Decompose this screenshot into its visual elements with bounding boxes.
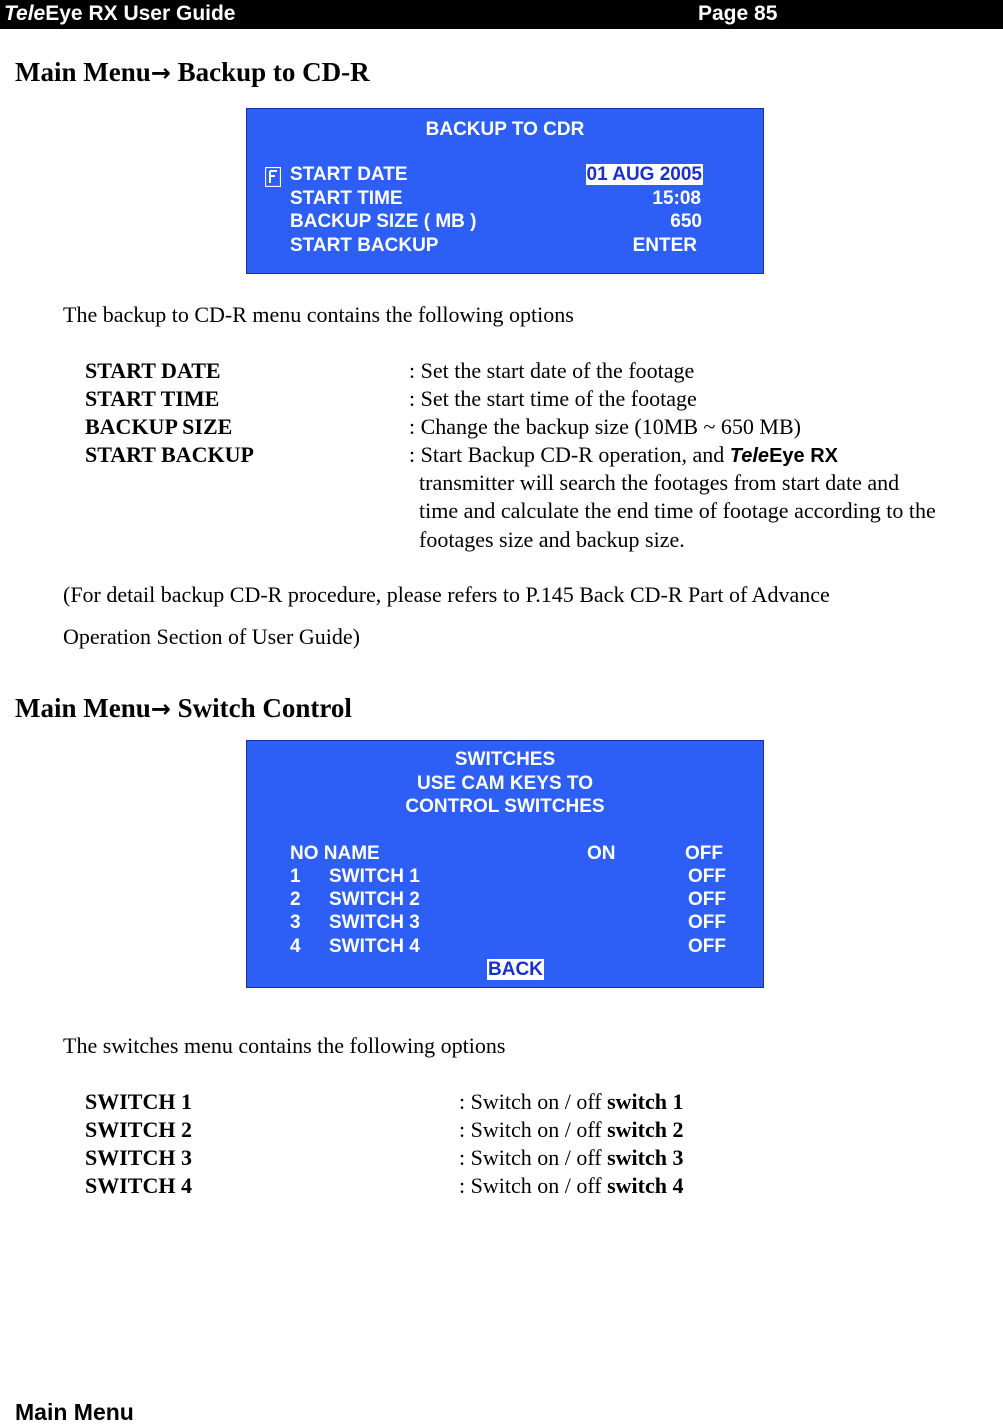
option-switch-3-desc: : Switch on / off switch 3 (459, 1145, 684, 1170)
arrow-right-icon: → (150, 59, 171, 87)
osd-switches-subtitle1: USE CAM KEYS TO (417, 773, 593, 794)
osd-switch-row-state[interactable]: OFF (688, 866, 726, 887)
option-start-time: START TIME (85, 386, 220, 411)
osd-col-off: OFF (685, 843, 723, 864)
osd-label-start-backup: START BACKUP (290, 235, 439, 256)
option-start-backup-desc-line2: transmitter will search the footages from start date and (419, 470, 900, 495)
osd-switch-row-name: SWITCH 3 (329, 912, 420, 933)
option-backup-size: BACKUP SIZE (85, 414, 233, 439)
option-backup-size-desc: : Change the backup size (10MB ~ 650 MB) (409, 414, 801, 439)
osd-label-start-date: START DATE (290, 164, 408, 185)
guide-title: TeleEye RX User Guide (4, 2, 236, 25)
osd-switch-row-name: SWITCH 1 (329, 866, 420, 887)
next-section-title: Main Menu (15, 1399, 134, 1425)
osd-back-button[interactable]: BACK (488, 959, 543, 980)
osd-switch-row-name: SWITCH 2 (329, 889, 420, 910)
osd-title: BACKUP TO CDR (425, 119, 585, 140)
option-start-time-desc: : Set the start time of the footage (409, 386, 697, 411)
option-start-backup-desc-line3: time and calculate the end time of footage according to the (419, 498, 936, 523)
osd-switch-row-name: SWITCH 4 (329, 936, 420, 957)
option-switch-4: SWITCH 4 (85, 1173, 192, 1198)
page-header (0, 0, 1003, 29)
osd-switch-row-state[interactable]: OFF (688, 889, 726, 910)
arrow-right-icon: → (150, 695, 171, 723)
osd-switches-title: SWITCHES (454, 749, 556, 770)
osd-switch-row-no: 3 (290, 912, 301, 933)
osd-label-start-time: START TIME (290, 188, 403, 209)
backup-note-line2: Operation Section of User Guide) (63, 624, 360, 649)
option-switch-3: SWITCH 3 (85, 1145, 192, 1170)
backup-osd-panel (246, 108, 764, 274)
option-start-backup-desc: : Start Backup CD-R operation, and TeleEye RX (409, 442, 838, 467)
menu-cursor-icon (265, 167, 281, 187)
osd-col-on: ON (587, 843, 616, 864)
option-switch-1-desc: : Switch on / off switch 1 (459, 1089, 684, 1114)
option-start-date-desc: : Set the start date of the footage (409, 358, 695, 383)
option-start-date: START DATE (85, 358, 221, 383)
osd-value-start-date[interactable]: 01 AUG 2005 (586, 164, 702, 185)
backup-intro: The backup to CD-R menu contains the following options (63, 302, 574, 327)
osd-col-no-name: NO NAME (290, 843, 380, 864)
option-start-backup-desc-line4: footages size and backup size. (419, 527, 685, 552)
osd-switch-row-no: 1 (290, 866, 301, 887)
osd-label-backup-size: BACKUP SIZE ( MB ) (290, 211, 477, 232)
backup-note-line1: (For detail backup CD-R procedure, please refers to P.145 Back CD-R Part of Advance (63, 582, 830, 607)
page-number: Page 85 (698, 2, 778, 25)
osd-switch-row-state[interactable]: OFF (688, 936, 726, 957)
section-title-switch-control: Main Menu→ Switch Control (15, 693, 352, 723)
switches-osd-panel (246, 740, 764, 988)
option-start-backup: START BACKUP (85, 442, 254, 467)
option-switch-2: SWITCH 2 (85, 1117, 192, 1142)
brand-name: TeleEye RX (729, 445, 838, 467)
osd-switch-row-no: 2 (290, 889, 301, 910)
option-switch-2-desc: : Switch on / off switch 2 (459, 1117, 684, 1142)
osd-switch-row-state[interactable]: OFF (688, 912, 726, 933)
option-switch-1: SWITCH 1 (85, 1089, 192, 1114)
osd-value-start-backup[interactable]: ENTER (632, 235, 697, 256)
osd-switches-subtitle2: CONTROL SWITCHES (405, 796, 605, 817)
osd-value-backup-size[interactable]: 650 (670, 211, 702, 232)
osd-value-start-time[interactable]: 15:08 (652, 188, 701, 209)
switches-intro: The switches menu contains the following options (63, 1033, 506, 1058)
section-title-backup: Main Menu→ Backup to CD-R (15, 57, 370, 87)
osd-switch-row-no: 4 (290, 936, 301, 957)
option-switch-4-desc: : Switch on / off switch 4 (459, 1173, 684, 1198)
